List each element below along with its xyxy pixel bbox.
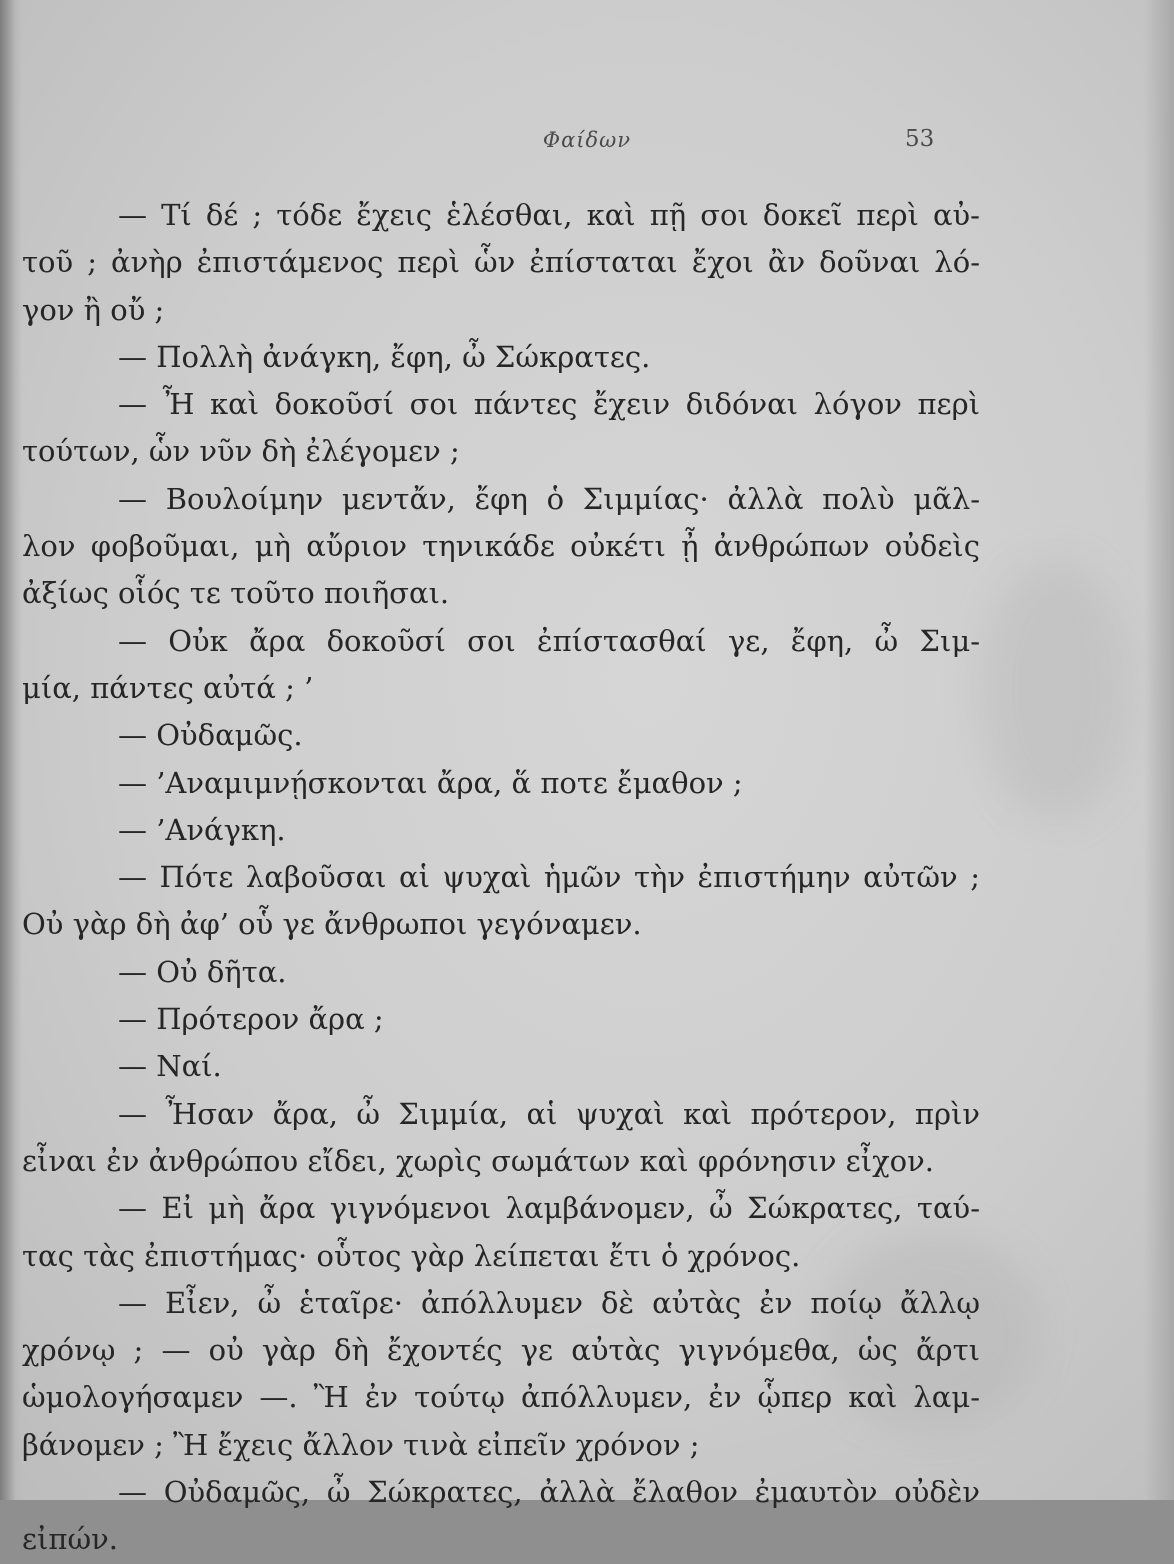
text-line: — Οὐκ ἄρα δοκοῦσί σοι ἐπίστασθαί γε, ἔφη, ὦ Σιμ-	[118, 623, 980, 658]
text-line: — Πολλὴ ἀνάγκη, ἔφη, ὦ Σώκρατες.	[118, 339, 651, 374]
text-line: γον ἢ οὔ ;	[22, 292, 165, 327]
paper-stain	[980, 560, 1130, 820]
text-line: ὡμολογήσαμεν —. Ἢ ἐν τούτῳ ἀπόλλυμεν, ἐν ᾧπερ καὶ λαμ-	[22, 1380, 980, 1415]
text-line: — Οὐδαμῶς, ὦ Σώκρατες, ἀλλὰ ἔλαθον ἐμαυτὸν οὐδὲν	[118, 1475, 980, 1510]
text-line: — Βουλοίμην μεντἄν, ἔφη ὁ Σιμμίας· ἀλλὰ πολὺ μᾶλ-	[118, 481, 980, 516]
text-line: — Ἦσαν ἄρα, ὦ Σιμμία, αἱ ψυχαὶ καὶ πρότερον, πρὶν	[118, 1096, 980, 1131]
text-line: — Εἶεν, ὦ ἑταῖρε· ἀπόλλυμεν δὲ αὐτὰς ἐν ποίῳ ἄλλῳ	[118, 1285, 980, 1320]
text-line: — Πότε λαβοῦσαι αἱ ψυχαὶ ἡμῶν τὴν ἐπιστήμην αὐτῶν ;	[118, 860, 980, 895]
text-line: λον φοβοῦμαι, μὴ αὔριον τηνικάδε οὐκέτι ᾖ ἀνθρώπων οὐδεὶς	[22, 529, 980, 564]
text-line: — ’Αναμιμνῄσκονται ἄρα, ἅ ποτε ἔμαθον ;	[118, 765, 743, 800]
text-line: τοῦ ; ἀνὴρ ἐπιστάμενος περὶ ὧν ἐπίσταται ἔχοι ἂν δοῦναι λό-	[22, 245, 980, 280]
text-line: — Τί δέ ; τόδε ἔχεις ἑλέσθαι, καὶ πῇ σοι δοκεῖ περὶ αὐ-	[118, 198, 980, 232]
text-line: εἰπών.	[22, 1522, 118, 1557]
text-line: — Πρότερον ἄρα ;	[118, 1002, 384, 1037]
text-line: τούτων, ὧν νῦν δὴ ἐλέγομεν ;	[22, 434, 460, 469]
text-line: — ’Ανάγκη.	[118, 812, 286, 847]
text-line: — Οὐ δῆτα.	[118, 954, 287, 989]
running-title: Φαίδων	[542, 128, 632, 152]
text-line: Οὐ γὰρ δὴ ἀφ’ οὗ γε ἄνθρωποι γεγόναμεν.	[22, 907, 642, 942]
text-line: μία, πάντες αὐτά ; ’	[22, 670, 314, 705]
text-line: ἀξίως οἷός τε τοῦτο ποιῆσαι.	[22, 576, 450, 611]
body-text	[22, 192, 980, 1564]
page-number: 53	[905, 126, 935, 152]
text-line: — Εἰ μὴ ἄρα γιγνόμενοι λαμβάνομεν, ὦ Σώκρατες, ταύ-	[118, 1191, 980, 1226]
text-line: — Ναί.	[118, 1049, 222, 1084]
text-line: — Οὐδαμῶς.	[118, 718, 303, 753]
text-line: βάνομεν ; Ἢ ἔχεις ἄλλον τινὰ εἰπεῖν χρόνον ;	[22, 1427, 700, 1462]
text-line: τας τὰς ἐπιστήμας· οὗτος γὰρ λείπεται ἔτι ὁ χρόνος.	[22, 1238, 801, 1273]
text-line: εἶναι ἐν ἀνθρώπου εἴδει, χωρὶς σωμάτων καὶ φρόνησιν εἶχον.	[22, 1143, 934, 1178]
text-line: χρόνῳ ; — οὐ γὰρ δὴ ἔχοντές γε αὐτὰς γιγνόμεθα, ὡς ἄρτι	[22, 1333, 980, 1368]
text-line: — Ἦ καὶ δοκοῦσί σοι πάντες ἔχειν διδόναι λόγον περὶ	[118, 387, 980, 422]
